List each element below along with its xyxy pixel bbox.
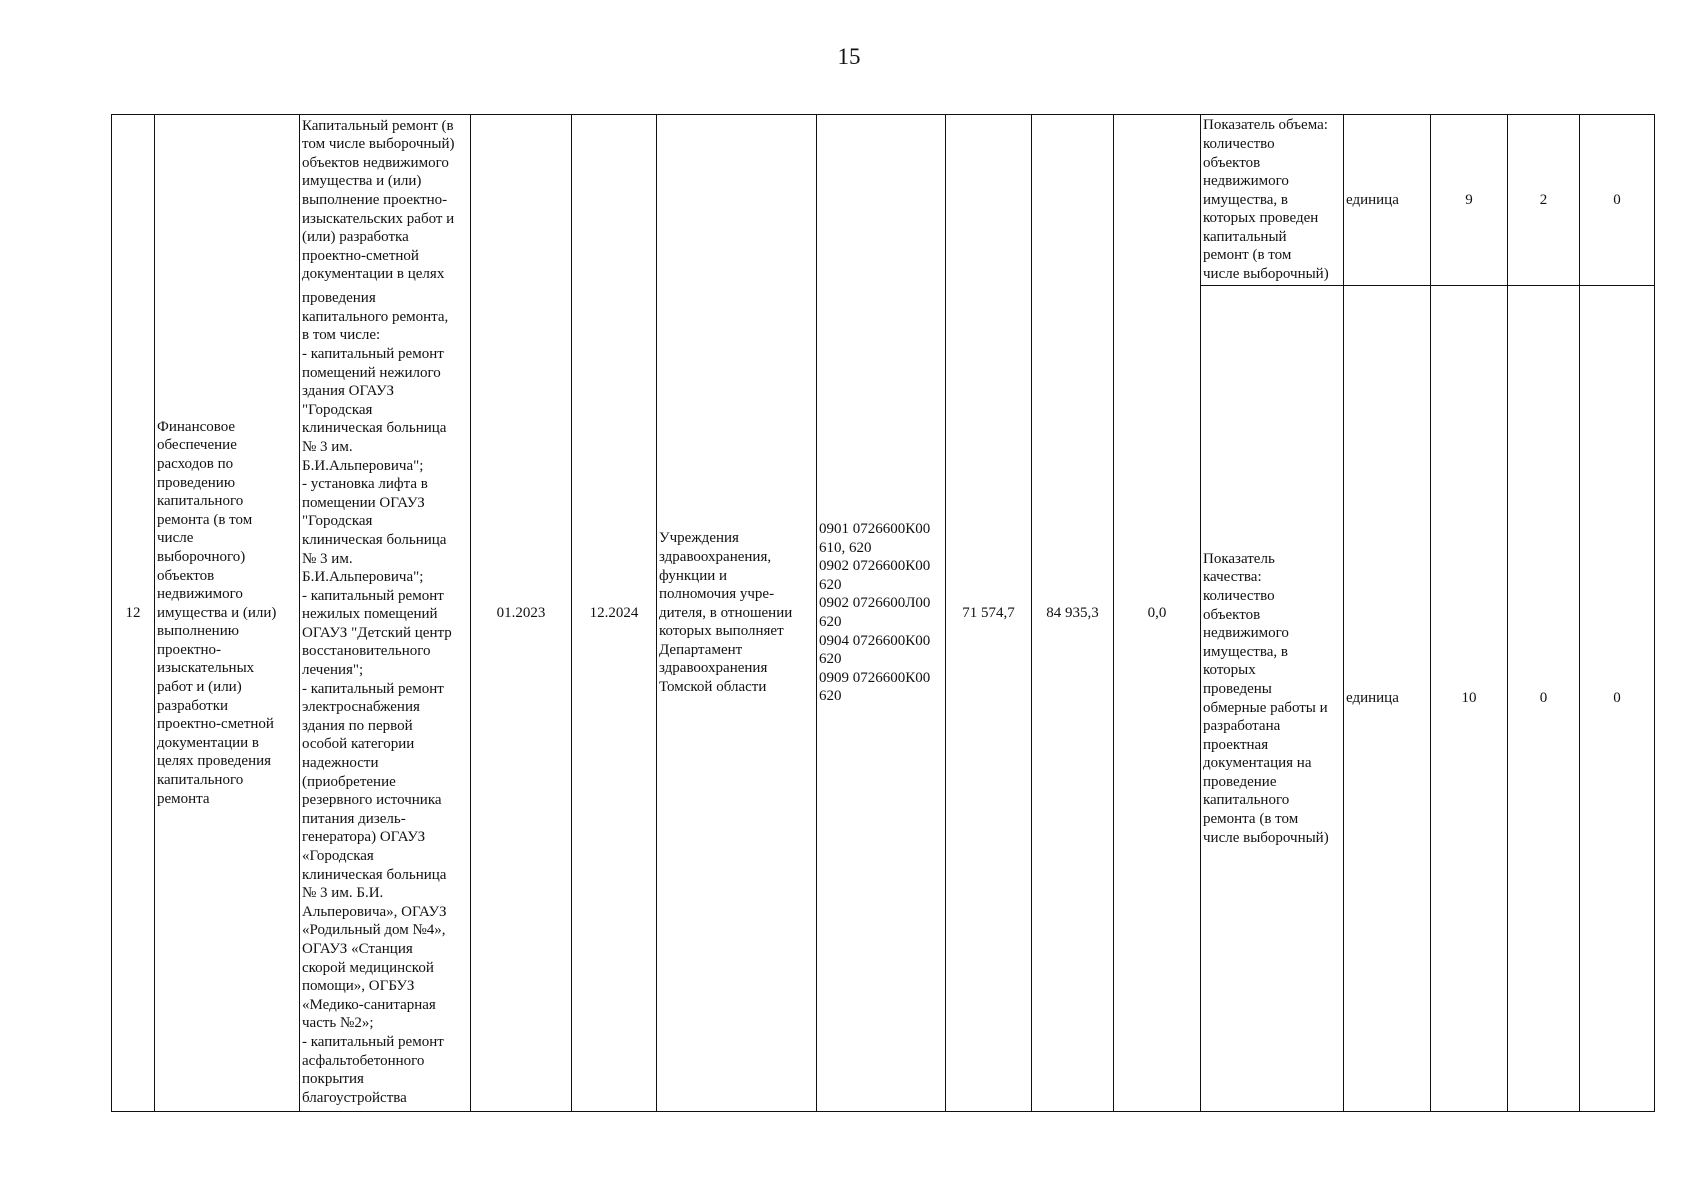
program-table <box>111 114 1655 1112</box>
indicator-value-2: 0 <box>1508 286 1580 1112</box>
indicator-value-1: 10 <box>1431 286 1508 1112</box>
table-row <box>112 115 1655 286</box>
indicator-value-3: 0 <box>1580 286 1655 1112</box>
amount-3: 0,0 <box>1114 115 1201 1112</box>
indicator-unit: единица <box>1344 286 1431 1112</box>
activity-description-part2: проведения капитального ремонта, в том числе: - капитальный ремонт помещений нежилого здания ОГАУЗ "Городская клиническая больница № 3 им. Б.И.Альперовича"; - установка лифта в помещении ОГАУЗ "Городская клиническая больница № 3 им. Б.И.Альперовича"; - капитальный ремонт нежилых помещений ОГАУЗ "Детский центр восстановительного лечения"; - капитальный ремонт электроснабжения здания по первой особой категории надежности (приобретение резервного источника питания дизель- генератора) ОГАУЗ «Городская клиническая больница № 3 им. Б.И. Альперовича», ОГАУЗ «Родильный дом №4», ОГАУЗ «Станция скорой медицинской помощи», ОГБУЗ «Медико-санитарная часть №2»; - капитальный ремонт асфальтобетонного покрытия благоустройства <box>300 286 471 1112</box>
start-date: 01.2023 <box>471 115 572 1112</box>
amount-1: 71 574,7 <box>946 115 1032 1112</box>
indicator-value-3: 0 <box>1580 115 1655 286</box>
event-name: Финансовое обеспечение расходов по проведению капитального ремонта (в том числе выборочного) объектов недвижимого имущества и (или) выполнению проектно- изыскательных работ и (или) разработки проектно-сметной документации в целях проведения капитального ремонта <box>155 115 300 1112</box>
budget-codes: 0901 0726600К00 610, 620 0902 0726600К00 620 0902 0726600Л00 620 0904 0726600К00 620 0909 0726600К00 620 <box>817 115 946 1112</box>
indicator-value-2: 2 <box>1508 115 1580 286</box>
activity-description-part1: Капитальный ремонт (в том числе выборочный) объектов недвижимого имущества и (или) выполнение проектно- изыскательских работ и (или) разработка проектно-сметной документации в целях <box>300 115 471 286</box>
amount-2: 84 935,3 <box>1032 115 1114 1112</box>
indicator-name: Показатель объема: количество объектов недвижимого имущества, в которых проведен капитальный ремонт (в том числе выборочный) <box>1201 115 1344 286</box>
indicator-unit: единица <box>1344 115 1431 286</box>
row-number: 12 <box>112 115 155 1112</box>
page-number: 15 <box>837 44 861 69</box>
end-date: 12.2024 <box>572 115 657 1112</box>
indicator-name: Показатель качества: количество объектов недвижимого имущества, в которых проведены обмерные работы и разработана проектная документация на проведение капитального ремонта (в том числе выборочный) <box>1201 286 1344 1112</box>
indicator-value-1: 9 <box>1431 115 1508 286</box>
executor: Учреждения здравоохранения, функции и полномочия учре- дителя, в отношении которых выполняет Департамент здравоохранения Томской области <box>657 115 817 1112</box>
